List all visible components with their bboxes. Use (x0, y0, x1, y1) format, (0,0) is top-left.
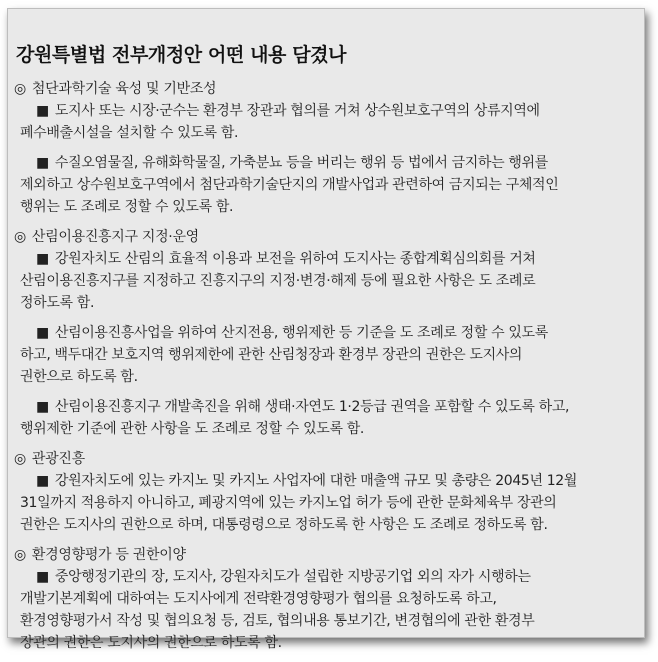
item-line (20, 470, 634, 492)
bullet-square-icon: ■ (36, 325, 49, 341)
item-line (20, 396, 634, 418)
section-marker: ◎ (14, 451, 26, 467)
section-heading-text: 환경영향평가 등 권한이양 (31, 547, 186, 563)
bullet-square-icon: ■ (36, 251, 49, 267)
item-line (20, 292, 634, 314)
list-item (14, 396, 634, 440)
section-2 (14, 226, 634, 440)
infobox-content (14, 78, 634, 662)
list-item (14, 470, 634, 536)
item-line (20, 632, 634, 654)
bullet-square-icon: ■ (36, 399, 49, 415)
item-line (20, 492, 634, 514)
item-line-text: 개발기본계획에 대하여는 도지사에게 전략환경영향평가 협의를 요청하도록 하고, (20, 591, 497, 607)
list-item (14, 248, 634, 314)
section-heading-text: 첨단과학기술 육성 및 기반조성 (31, 81, 217, 97)
section-3 (14, 448, 634, 536)
item-line (20, 344, 634, 366)
item-line (20, 196, 634, 218)
section-1 (14, 78, 634, 218)
section-heading (14, 78, 634, 100)
item-line-text: 도지사 또는 시장·군수는 환경부 장관과 협의를 거쳐 상수원보호구역의 상류지역에 (54, 103, 540, 119)
item-line (20, 152, 634, 174)
item-line-text: 수질오염물질, 유해화학물질, 가축분뇨 등을 버리는 행위 등 법에서 금지하는 행위를 (54, 155, 548, 171)
item-line-text: 하고, 백두대간 보호지역 행위제한에 관한 산림청장과 환경부 장관의 권한은 도지사의 (20, 347, 523, 363)
item-line (20, 122, 634, 144)
item-line (20, 100, 634, 122)
section-heading-text: 관광진흥 (31, 451, 85, 467)
infobox-title: 강원특별법 전부개정안 어떤 내용 담겼나 (16, 44, 347, 66)
item-line-text: 장관의 권한은 도지사의 권한으로 하도록 함. (20, 635, 282, 651)
section-heading (14, 448, 634, 470)
item-line (20, 610, 634, 632)
list-item (14, 322, 634, 388)
section-marker: ◎ (14, 81, 26, 97)
list-item (14, 152, 634, 218)
item-line-text: 산림이용진흥지구를 지정하고 진흥지구의 지정·변경·해제 등에 필요한 사항은 도 조례로 (20, 273, 536, 289)
bullet-square-icon: ■ (36, 155, 49, 171)
section-4 (14, 544, 634, 654)
item-line (20, 366, 634, 388)
item-line-text: 제외하고 상수원보호구역에서 첨단과학기술단지의 개발사업과 관련하여 금지되는 구체적인 (20, 177, 559, 193)
bullet-square-icon: ■ (36, 569, 49, 585)
item-line (20, 588, 634, 610)
item-line-text: 산림이용진흥지구 개발촉진을 위해 생태·자연도 1·2등급 권역을 포함할 수 있도록 하고, (54, 399, 570, 415)
bullet-square-icon: ■ (36, 103, 49, 119)
item-line (20, 322, 634, 344)
item-line (20, 270, 634, 292)
section-heading (14, 544, 634, 566)
bullet-square-icon: ■ (36, 473, 49, 489)
item-line (20, 514, 634, 536)
item-line-text: 권한은 도지사의 권한으로 하며, 대통령령으로 정하도록 한 사항은 도 조례로 정하도록 함. (20, 517, 548, 533)
item-line-text: 중앙행정기관의 장, 도지사, 강원자치도가 설립한 지방공기업 외의 자가 시행하는 (54, 569, 531, 585)
item-line-text: 31일까지 적용하지 아니하고, 폐광지역에 있는 카지노업 허가 등에 관한 문화체육부 장관의 (20, 495, 557, 511)
section-marker: ◎ (14, 547, 26, 563)
list-item (14, 566, 634, 654)
item-line-text: 강원자치도 산림의 효율적 이용과 보전을 위하여 도지사는 종합계획심의회를 거쳐 (54, 251, 536, 267)
section-heading-text: 산림이용진흥지구 지정·운영 (31, 229, 199, 245)
item-line-text: 권한으로 하도록 함. (20, 369, 138, 385)
list-item (14, 100, 634, 144)
item-line-text: 행위제한 기준에 관한 사항을 도 조례로 정할 수 있도록 함. (20, 421, 365, 437)
item-line-text: 정하도록 함. (20, 295, 95, 311)
item-line-text: 환경영향평가서 작성 및 협의요청 등, 검토, 협의내용 통보기간, 변경협의에 관한 환경부 (20, 613, 535, 629)
item-line (20, 566, 634, 588)
item-line-text: 폐수배출시설을 설치할 수 있도록 함. (20, 125, 239, 141)
item-line-text: 행위는 도 조례로 정할 수 있도록 함. (20, 199, 234, 215)
item-line-text: 산림이용진흥사업을 위하여 산지전용, 행위제한 등 기준을 도 조례로 정할 수 있도록 (54, 325, 548, 341)
item-line (20, 174, 634, 196)
section-heading (14, 226, 634, 248)
item-line (20, 248, 634, 270)
section-marker: ◎ (14, 229, 26, 245)
item-line (20, 418, 634, 440)
item-line-text: 강원자치도에 있는 카지노 및 카지노 사업자에 대한 매출액 규모 및 총량은 2045년 12월 (54, 473, 578, 489)
